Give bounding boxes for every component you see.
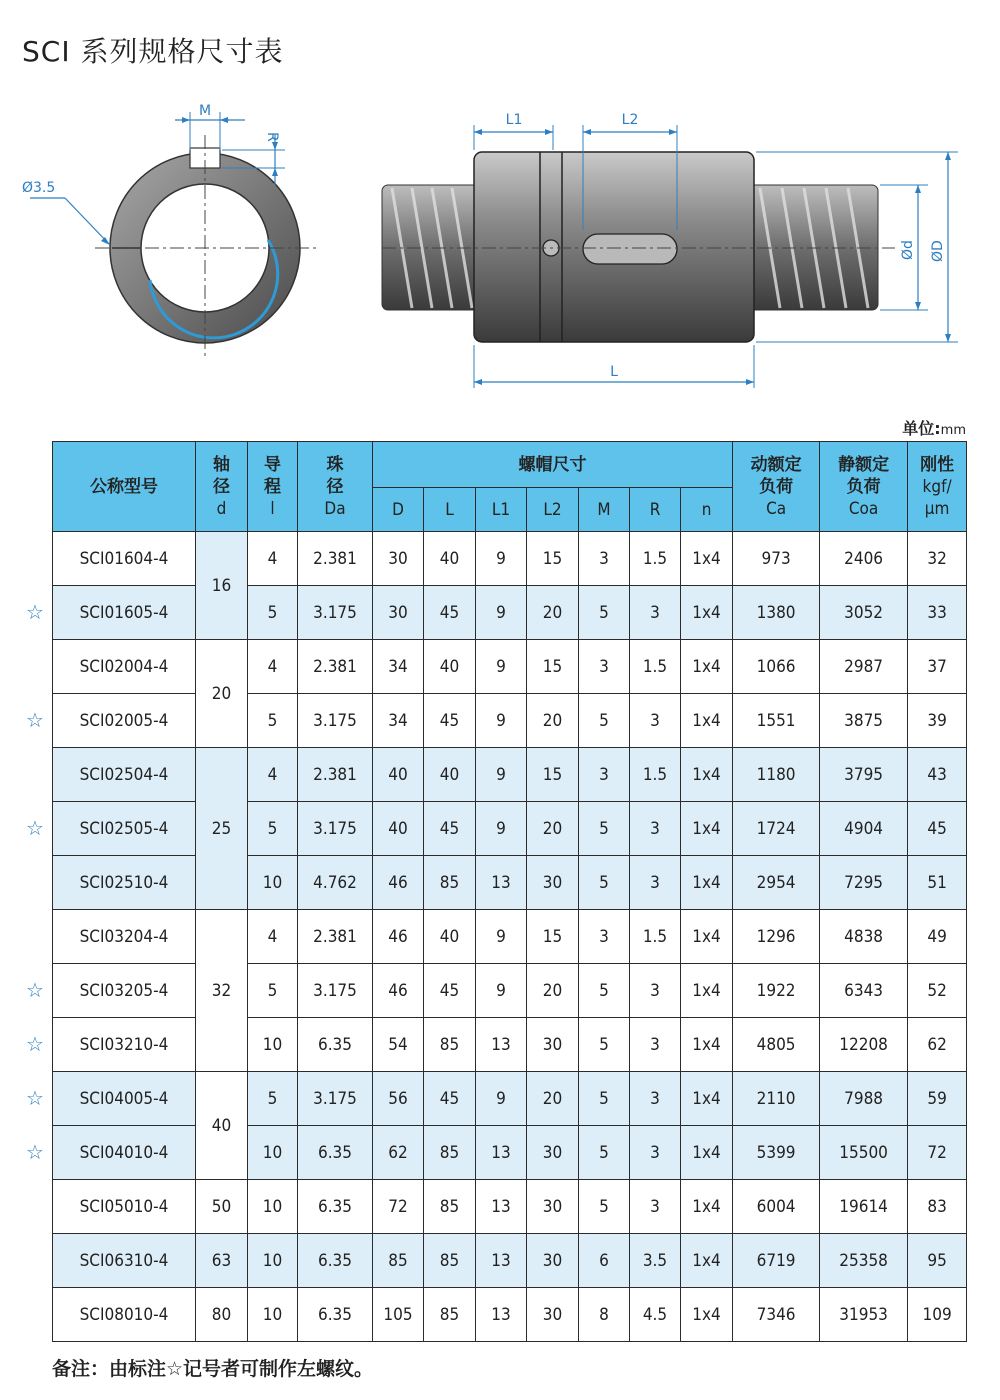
cell-l: 5 [248, 802, 298, 856]
header-stat-3: Coa [848, 498, 879, 519]
cell-l: 45 [424, 586, 476, 640]
cell-m: 3 [579, 640, 630, 694]
cell-l: 10 [248, 1180, 298, 1234]
cell-n: 1x4 [681, 640, 733, 694]
cell-model: SCI02005-4 [53, 694, 196, 748]
header-shaft-1: 轴 [213, 454, 230, 475]
cell-r: 3 [630, 802, 681, 856]
header-static-load [820, 442, 908, 532]
cell-l2: 20 [527, 1072, 579, 1126]
cell-da: 2.381 [298, 640, 373, 694]
cell-l: 85 [424, 1288, 476, 1342]
cell-k: 33 [908, 586, 967, 640]
cell-coa: 3052 [820, 586, 908, 640]
cell-k: 95 [908, 1234, 967, 1288]
header-nut-d: D [373, 488, 424, 532]
table-row [53, 964, 967, 1018]
cell-l1: 9 [476, 586, 527, 640]
header-nut-n: n [681, 488, 733, 532]
cell-n: 1x4 [681, 1234, 733, 1288]
cell-l: 4 [248, 910, 298, 964]
table-row [53, 856, 967, 910]
cell-l: 40 [424, 910, 476, 964]
cell-l: 5 [248, 1072, 298, 1126]
cell-coa: 25358 [820, 1234, 908, 1288]
cell-l2: 15 [527, 910, 579, 964]
cell-l: 85 [424, 1126, 476, 1180]
header-nut-l: L [424, 488, 476, 532]
cell-shaft-diameter: 16 [196, 532, 248, 640]
cell-m: 5 [579, 1126, 630, 1180]
header-model: 公称型号 [53, 442, 196, 532]
cell-l2: 20 [527, 964, 579, 1018]
cell-m: 5 [579, 586, 630, 640]
cell-m: 3 [579, 748, 630, 802]
nut-side-view [382, 125, 958, 388]
cell-l2: 30 [527, 1288, 579, 1342]
cell-m: 5 [579, 802, 630, 856]
label-l1: L1 [505, 112, 523, 128]
cell-m: 5 [579, 1180, 630, 1234]
cell-da: 6.35 [298, 1234, 373, 1288]
label-hole-diameter: Ø3.5 [22, 180, 56, 196]
left-thread-star-icon: ☆ [26, 815, 44, 840]
cell-r: 3 [630, 1180, 681, 1234]
cell-m: 5 [579, 856, 630, 910]
table-row [53, 802, 967, 856]
header-shaft-3: d [216, 498, 227, 519]
unit-label [902, 416, 966, 439]
cell-model: SCI01604-4 [53, 532, 196, 586]
ball-screw-technical-drawing [0, 90, 1000, 410]
cell-l1: 13 [476, 1126, 527, 1180]
cell-da: 3.175 [298, 1072, 373, 1126]
cell-model: SCI04005-4 [53, 1072, 196, 1126]
cell-r: 3 [630, 856, 681, 910]
cell-r: 3 [630, 586, 681, 640]
cell-l: 4 [248, 640, 298, 694]
cell-r: 3 [630, 1126, 681, 1180]
cell-d: 30 [373, 532, 424, 586]
unit-value: mm [940, 423, 966, 438]
cell-d: 105 [373, 1288, 424, 1342]
header-lead-3: l [270, 498, 275, 519]
cell-da: 2.381 [298, 532, 373, 586]
cell-n: 1x4 [681, 856, 733, 910]
cell-coa: 6343 [820, 964, 908, 1018]
cell-r: 3 [630, 1072, 681, 1126]
header-lead [248, 442, 298, 532]
cell-shaft-diameter: 25 [196, 748, 248, 910]
table-row [53, 1018, 967, 1072]
cell-d: 85 [373, 1234, 424, 1288]
cell-da: 6.35 [298, 1180, 373, 1234]
left-thread-star-icon: ☆ [26, 1031, 44, 1056]
cell-model: SCI02504-4 [53, 748, 196, 802]
cell-ca: 1066 [733, 640, 820, 694]
cell-l: 45 [424, 1072, 476, 1126]
cell-n: 1x4 [681, 1126, 733, 1180]
footnote: 备注：由标注☆记号者可制作左螺纹。 [52, 1358, 374, 1380]
cell-model: SCI01605-4 [53, 586, 196, 640]
cell-d: 54 [373, 1018, 424, 1072]
cell-d: 40 [373, 802, 424, 856]
table-row [53, 532, 967, 586]
cell-l1: 9 [476, 532, 527, 586]
cell-m: 5 [579, 964, 630, 1018]
cell-d: 34 [373, 694, 424, 748]
left-thread-star-icon: ☆ [26, 977, 44, 1002]
cell-l1: 9 [476, 694, 527, 748]
cell-model: SCI03205-4 [53, 964, 196, 1018]
cell-r: 1.5 [630, 910, 681, 964]
header-shaft [196, 442, 248, 532]
cell-n: 1x4 [681, 532, 733, 586]
header-stat-1: 静额定 [838, 454, 890, 475]
cell-coa: 3795 [820, 748, 908, 802]
cell-l: 4 [248, 748, 298, 802]
cell-coa: 12208 [820, 1018, 908, 1072]
cell-ca: 5399 [733, 1126, 820, 1180]
header-nut-r: R [630, 488, 681, 532]
cell-l: 10 [248, 1288, 298, 1342]
left-thread-star-icon: ☆ [26, 1085, 44, 1110]
cell-k: 37 [908, 640, 967, 694]
label-r: R [264, 132, 280, 142]
cell-shaft-diameter: 32 [196, 910, 248, 1072]
cell-l: 40 [424, 640, 476, 694]
cell-l2: 20 [527, 802, 579, 856]
cell-coa: 2987 [820, 640, 908, 694]
cell-da: 3.175 [298, 964, 373, 1018]
cell-d: 46 [373, 964, 424, 1018]
cell-d: 62 [373, 1126, 424, 1180]
cell-k: 49 [908, 910, 967, 964]
cell-l: 5 [248, 694, 298, 748]
header-lead-1: 导 [264, 454, 281, 475]
cell-n: 1x4 [681, 1180, 733, 1234]
cell-ca: 1180 [733, 748, 820, 802]
cell-k: 83 [908, 1180, 967, 1234]
header-shaft-2: 径 [213, 476, 230, 497]
table-row [53, 1234, 967, 1288]
table-row [53, 640, 967, 694]
cell-da: 2.381 [298, 748, 373, 802]
header-ball [298, 442, 373, 532]
cell-ca: 973 [733, 532, 820, 586]
cell-ca: 2954 [733, 856, 820, 910]
cell-r: 3.5 [630, 1234, 681, 1288]
header-stat-2: 负荷 [846, 476, 881, 497]
header-nut-l1: L1 [476, 488, 527, 532]
cell-ca: 1724 [733, 802, 820, 856]
cell-d: 46 [373, 856, 424, 910]
cell-l: 85 [424, 1234, 476, 1288]
cell-model: SCI05010-4 [53, 1180, 196, 1234]
cell-l2: 30 [527, 1126, 579, 1180]
cell-shaft-diameter: 63 [196, 1234, 248, 1288]
cell-ca: 4805 [733, 1018, 820, 1072]
page-title: SCI 系列规格尺寸表 [22, 35, 284, 68]
cell-l2: 15 [527, 640, 579, 694]
table-row [53, 1126, 967, 1180]
cell-model: SCI03210-4 [53, 1018, 196, 1072]
cell-n: 1x4 [681, 694, 733, 748]
table-row [53, 748, 967, 802]
label-l2: L2 [621, 112, 639, 128]
cell-k: 45 [908, 802, 967, 856]
cell-l: 10 [248, 1018, 298, 1072]
cell-l1: 13 [476, 856, 527, 910]
header-nut-l2: L2 [527, 488, 579, 532]
cell-l1: 9 [476, 910, 527, 964]
cell-l1: 13 [476, 1234, 527, 1288]
cell-m: 5 [579, 1018, 630, 1072]
cell-r: 1.5 [630, 532, 681, 586]
cell-coa: 2406 [820, 532, 908, 586]
cell-n: 1x4 [681, 802, 733, 856]
cell-l1: 9 [476, 1072, 527, 1126]
cell-r: 3 [630, 964, 681, 1018]
cell-ca: 7346 [733, 1288, 820, 1342]
cell-l1: 9 [476, 964, 527, 1018]
cell-d: 34 [373, 640, 424, 694]
cell-n: 1x4 [681, 964, 733, 1018]
cell-model: SCI06310-4 [53, 1234, 196, 1288]
cell-n: 1x4 [681, 1072, 733, 1126]
cell-k: 32 [908, 532, 967, 586]
cell-k: 51 [908, 856, 967, 910]
cell-k: 59 [908, 1072, 967, 1126]
table-row [53, 1072, 967, 1126]
label-m: M [198, 103, 212, 119]
cell-r: 4.5 [630, 1288, 681, 1342]
cell-model: SCI08010-4 [53, 1288, 196, 1342]
nut-end-view [30, 112, 318, 360]
cell-da: 6.35 [298, 1018, 373, 1072]
cell-d: 46 [373, 910, 424, 964]
header-dynamic-load [733, 442, 820, 532]
cell-da: 3.175 [298, 586, 373, 640]
cell-ca: 1296 [733, 910, 820, 964]
cell-k: 39 [908, 694, 967, 748]
header-rigid-1: 刚性 [920, 454, 955, 475]
cell-ca: 1551 [733, 694, 820, 748]
header-ball-3: Da [324, 498, 346, 519]
header-rigidity [908, 442, 967, 532]
cell-l1: 9 [476, 640, 527, 694]
cell-ca: 6719 [733, 1234, 820, 1288]
cell-coa: 19614 [820, 1180, 908, 1234]
cell-l: 10 [248, 1234, 298, 1288]
cell-l1: 9 [476, 748, 527, 802]
table-row [53, 586, 967, 640]
cell-da: 3.175 [298, 802, 373, 856]
cell-l2: 15 [527, 532, 579, 586]
cell-k: 43 [908, 748, 967, 802]
header-rigid-3: μm [924, 498, 950, 519]
cell-ca: 6004 [733, 1180, 820, 1234]
cell-m: 6 [579, 1234, 630, 1288]
cell-d: 56 [373, 1072, 424, 1126]
cell-m: 3 [579, 532, 630, 586]
cell-coa: 31953 [820, 1288, 908, 1342]
cell-k: 62 [908, 1018, 967, 1072]
cell-ca: 1380 [733, 586, 820, 640]
cell-n: 1x4 [681, 586, 733, 640]
table-row [53, 1288, 967, 1342]
cell-n: 1x4 [681, 1018, 733, 1072]
left-thread-star-icon: ☆ [26, 707, 44, 732]
cell-n: 1x4 [681, 748, 733, 802]
cell-l1: 13 [476, 1018, 527, 1072]
header-ball-2: 径 [326, 476, 344, 497]
cell-l2: 30 [527, 1018, 579, 1072]
table-row [53, 910, 967, 964]
cell-da: 4.762 [298, 856, 373, 910]
cell-da: 3.175 [298, 694, 373, 748]
cell-m: 3 [579, 910, 630, 964]
cell-ca: 1922 [733, 964, 820, 1018]
cell-l: 40 [424, 532, 476, 586]
cell-r: 3 [630, 1018, 681, 1072]
cell-r: 1.5 [630, 748, 681, 802]
header-dyn-2: 负荷 [759, 476, 794, 497]
cell-k: 52 [908, 964, 967, 1018]
cell-d: 72 [373, 1180, 424, 1234]
cell-l: 85 [424, 856, 476, 910]
cell-model: SCI02004-4 [53, 640, 196, 694]
cell-coa: 7295 [820, 856, 908, 910]
cell-shaft-diameter: 20 [196, 640, 248, 748]
cell-l: 45 [424, 694, 476, 748]
header-nut-m: M [579, 488, 630, 532]
cell-l: 85 [424, 1018, 476, 1072]
cell-l: 5 [248, 964, 298, 1018]
left-thread-star-icon: ☆ [26, 1139, 44, 1164]
label-outer-diameter: ØD [930, 240, 946, 262]
cell-n: 1x4 [681, 910, 733, 964]
label-small-diameter: Ød [900, 240, 916, 260]
cell-l1: 13 [476, 1180, 527, 1234]
table-row [53, 694, 967, 748]
cell-l1: 9 [476, 802, 527, 856]
cell-model: SCI02510-4 [53, 856, 196, 910]
cell-l: 40 [424, 748, 476, 802]
cell-l2: 30 [527, 1234, 579, 1288]
cell-ca: 2110 [733, 1072, 820, 1126]
cell-d: 40 [373, 748, 424, 802]
cell-l: 4 [248, 532, 298, 586]
cell-da: 2.381 [298, 910, 373, 964]
cell-l2: 30 [527, 856, 579, 910]
cell-r: 1.5 [630, 640, 681, 694]
cell-da: 6.35 [298, 1288, 373, 1342]
cell-k: 109 [908, 1288, 967, 1342]
cell-m: 5 [579, 1072, 630, 1126]
cell-l: 10 [248, 856, 298, 910]
cell-coa: 3875 [820, 694, 908, 748]
cell-l2: 20 [527, 586, 579, 640]
cell-model: SCI03204-4 [53, 910, 196, 964]
table-row [53, 1180, 967, 1234]
unit-text: 单位: [902, 419, 941, 438]
cell-l: 45 [424, 802, 476, 856]
cell-shaft-diameter: 80 [196, 1288, 248, 1342]
cell-model: SCI04010-4 [53, 1126, 196, 1180]
spec-table [52, 441, 967, 1342]
cell-l: 45 [424, 964, 476, 1018]
label-l: L [610, 364, 618, 380]
cell-l: 5 [248, 586, 298, 640]
header-dyn-1: 动额定 [750, 454, 802, 475]
left-thread-star-icon: ☆ [26, 599, 44, 624]
cell-coa: 15500 [820, 1126, 908, 1180]
cell-r: 3 [630, 694, 681, 748]
cell-coa: 4904 [820, 802, 908, 856]
header-lead-2: 程 [264, 476, 281, 497]
cell-l2: 20 [527, 694, 579, 748]
cell-n: 1x4 [681, 1288, 733, 1342]
cell-l2: 15 [527, 748, 579, 802]
header-nut-dimensions: 螺帽尺寸 [373, 442, 733, 488]
cell-model: SCI02505-4 [53, 802, 196, 856]
spec-table-body [53, 532, 967, 1342]
cell-d: 30 [373, 586, 424, 640]
cell-l: 85 [424, 1180, 476, 1234]
cell-m: 5 [579, 694, 630, 748]
header-rigid-2: kgf/ [922, 476, 952, 497]
header-dyn-3: Ca [766, 498, 787, 519]
header-ball-1: 珠 [326, 454, 344, 475]
cell-l: 10 [248, 1126, 298, 1180]
cell-coa: 4838 [820, 910, 908, 964]
cell-shaft-diameter: 50 [196, 1180, 248, 1234]
cell-l1: 13 [476, 1288, 527, 1342]
cell-k: 72 [908, 1126, 967, 1180]
cell-shaft-diameter: 40 [196, 1072, 248, 1180]
cell-da: 6.35 [298, 1126, 373, 1180]
cell-m: 8 [579, 1288, 630, 1342]
cell-l2: 30 [527, 1180, 579, 1234]
cell-coa: 7988 [820, 1072, 908, 1126]
